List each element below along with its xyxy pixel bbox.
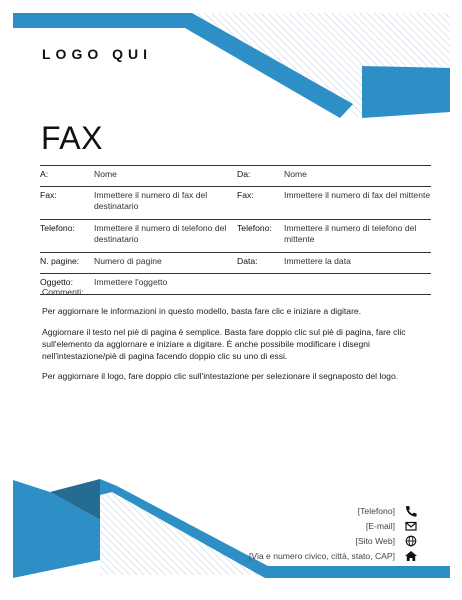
to-label: A:	[40, 169, 49, 179]
recipient-phone-label: Telefono:	[40, 223, 75, 233]
form-row-subject	[40, 274, 431, 295]
sender-fax-label: Fax:	[237, 190, 254, 200]
fax-header-form	[40, 165, 431, 295]
subject-value[interactable]: Immettere l'oggetto	[94, 277, 168, 287]
footer-phone-text: [Telefono]	[357, 506, 395, 516]
comments-label: Commenti:	[42, 287, 84, 297]
sender-fax-value[interactable]: Immettere il numero di fax del mittente	[284, 190, 431, 200]
form-row-phone	[40, 220, 431, 253]
pages-label: N. pagine:	[40, 256, 80, 266]
footer-email-text: [E-mail]	[365, 521, 395, 531]
body-paragraph: Per aggiornare le informazioni in questo modello, basta fare clic e iniziare a digitare.	[42, 306, 362, 316]
footer-website[interactable]	[178, 534, 418, 548]
form-row-fax	[40, 187, 431, 220]
body-paragraph: Per aggiornare il logo, fare doppio clic sull'intestazione per selezionare il segnaposto del logo.	[42, 371, 399, 381]
from-label: Da:	[237, 169, 251, 179]
sender-phone-value[interactable]: Immettere il numero di telefono del mittente	[284, 223, 417, 244]
to-value[interactable]: Nome	[94, 169, 117, 179]
top-light-triangle	[362, 66, 450, 118]
footer-email[interactable]	[178, 519, 418, 533]
subject-label: Oggetto:	[40, 277, 73, 287]
sender-phone-label: Telefono:	[237, 223, 272, 233]
home-icon	[404, 550, 418, 562]
body-paragraph: Aggiornare il testo nel piè di pagina è semplice. Basta fare doppio clic sul piè di pagina, fare clic sull'elemento da aggiornare e iniziare a digitare. È anche possibile modificare i disegni nell'intestazione/piè di pagina facendo doppio clic su uno di essi.	[42, 326, 406, 361]
logo-placeholder[interactable]: LOGO QUI	[42, 46, 152, 62]
from-value[interactable]: Nome	[284, 169, 307, 179]
envelope-icon	[404, 520, 418, 532]
date-value[interactable]: Immettere la data	[284, 256, 351, 266]
date-label: Data:	[237, 256, 258, 266]
comments-body[interactable]	[42, 305, 434, 391]
footer-website-text: [Sito Web]	[355, 536, 395, 546]
recipient-fax-label: Fax:	[40, 190, 57, 200]
recipient-phone-value[interactable]: Immettere il numero di telefono del destinatario	[94, 223, 227, 244]
globe-icon	[404, 535, 418, 547]
form-row-to-from	[40, 166, 431, 187]
footer-address-text: [Via e numero civico, città, stato, CAP]	[249, 551, 395, 561]
page-title: FAX	[41, 120, 103, 156]
recipient-fax-value[interactable]: Immettere il numero di fax del destinatario	[94, 190, 208, 211]
footer-phone[interactable]	[178, 504, 418, 518]
phone-icon	[404, 505, 418, 517]
footer-address[interactable]	[178, 549, 418, 563]
form-row-pages-date	[40, 253, 431, 274]
pages-value[interactable]: Numero di pagine	[94, 256, 162, 266]
